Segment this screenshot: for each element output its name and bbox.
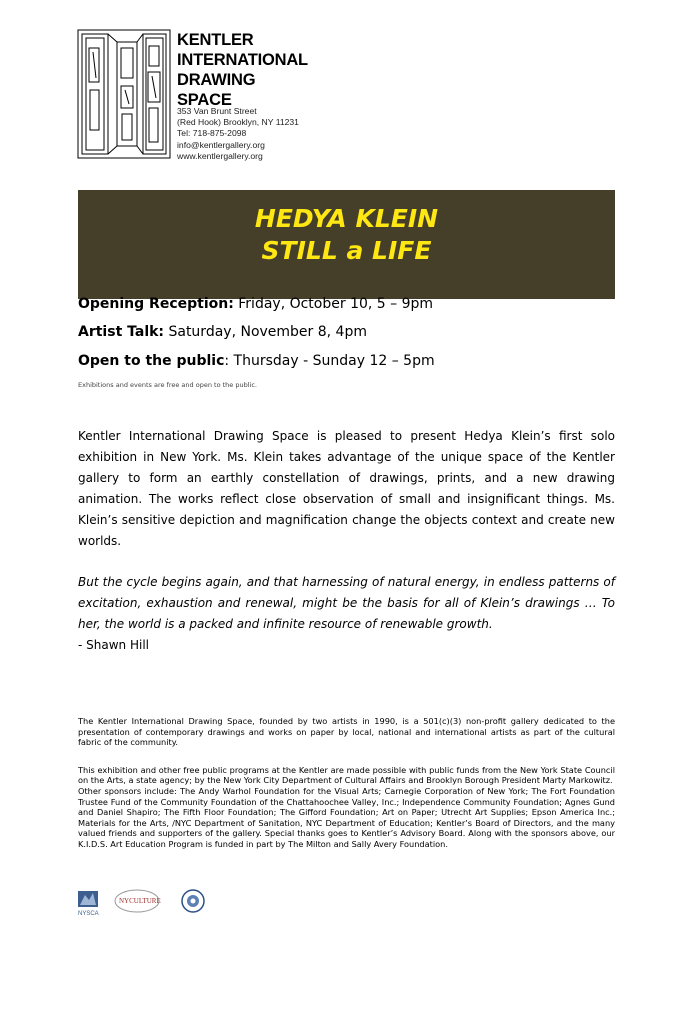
schedule-label: Artist Talk:: [78, 324, 165, 340]
address-email: info@kentlergallery.org: [177, 139, 265, 150]
org-name-line: DRAWING: [177, 71, 256, 89]
schedule-value: : Thursday - Sunday 12 – 5pm: [224, 353, 435, 369]
nysca-label: NYSCA: [78, 911, 99, 916]
opening-reception: [78, 295, 433, 313]
gallery-logo-icon: [77, 28, 171, 160]
address-phone: Tel: 718-875-2098: [177, 128, 247, 139]
org-name-line: SPACE: [177, 91, 232, 109]
about-paragraph: The Kentler International Drawing Space, founded by two artists in 1990, is a 501(c)(3) non-profit gallery dedicated to the presentation of contemporary drawings and works on paper by local, national and international artists as part of the cultural fabric of the community.: [78, 716, 615, 748]
schedule-value: Friday, October 10, 5 – 9pm: [233, 296, 434, 312]
seal-icon: [182, 890, 204, 912]
quote-author: - Shawn Hill: [78, 638, 149, 652]
exhibition-title: STILL a LIFE: [261, 236, 432, 265]
org-address: [177, 106, 299, 162]
schedule-label: Open to the public: [78, 353, 225, 369]
public-hours: [78, 352, 435, 370]
schedule-label: Opening Reception:: [78, 296, 234, 312]
funding-paragraph: This exhibition and other free public programs at the Kentler are made possible with public funds from the New York State Council on the Arts, a state agency; by the New York City Department of Cultural Affairs and Brooklyn Borough President Marty Markowitz.: [78, 764, 615, 786]
address-website: www.kentlergallery.org: [177, 150, 263, 161]
sponsors-paragraph: Other sponsors include: The Andy Warhol Foundation for the Visual Arts; Carnegie Corporation of New York; The Fort Foundation Trustee Fund of the Community Foundation of the Chattahoochee Valley, Inc.; Independence Community Foundation; Agnes Gund and Daniel Shapiro; The Fifth Floor Foundation; The Gifford Foundation; Art on Paper; Utrecht Art Supplies; Epson America Inc.; Materials for the Arts, /NYC Department of Sanitation, NYC Department of Education; Kentler’s Board of Directors, and the many valued friends and supporters of the gallery. Special thanks goes to Kentler’s Advisory Board. Along with the sponsors above, our K.I.D.S. Art Education Program is funded in part by The Milton and Sally Avery Foundation.: [78, 785, 615, 849]
intro-paragraph: Kentler International Drawing Space is pleased to present Hedya Klein’s first solo exhibition in New York. Ms. Klein takes advantage of the unique space of the Kentler gallery to form an earthly constellation of drawings, prints, and a new drawing animation. The works reflect close observation of small and insignificant things. Ms. Klein’s sensitive depiction and magnification change the objects context and create new worlds.: [78, 429, 615, 548]
review-quote: But the cycle begins again, and that harnessing of natural energy, in endless patterns of excitation, exhaustion and renewal, might be the basis for all of Klein’s drawings … To her, the world is a packed and infinite resource of renewable growth.: [78, 575, 615, 631]
title-banner: [78, 190, 615, 299]
nyculture-label: NYCULTURE: [119, 897, 161, 905]
banner-title: [78, 203, 615, 267]
artist-name: HEDYA KLEIN: [254, 204, 439, 233]
fine-print: [78, 716, 615, 850]
artist-talk: [78, 323, 367, 341]
org-name-line: INTERNATIONAL: [177, 51, 308, 69]
nysca-logo-icon: [78, 891, 99, 916]
schedule-value: Saturday, November 8, 4pm: [164, 324, 367, 340]
sponsor-logos: [77, 886, 217, 916]
address-street: 353 Van Brunt Street: [177, 106, 257, 116]
free-events-note: Exhibitions and events are free and open to the public.: [78, 381, 257, 389]
org-name: [177, 30, 308, 110]
address-city: (Red Hook) Brooklyn, NY 11231: [177, 117, 299, 128]
nyculture-logo-icon: [115, 890, 161, 912]
org-name-line: KENTLER: [177, 31, 254, 49]
